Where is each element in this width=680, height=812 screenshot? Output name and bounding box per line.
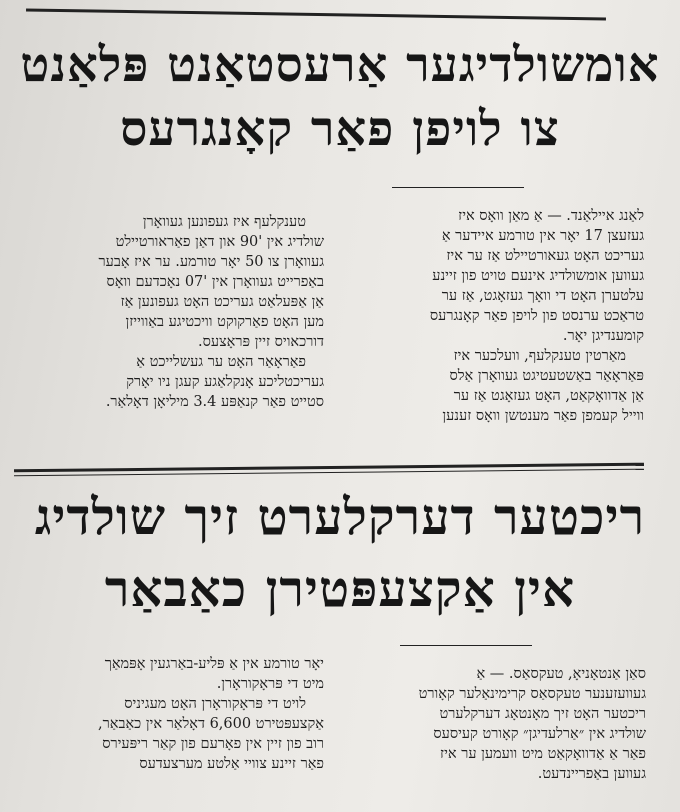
article2-headline-line2: אין אַקצעפּטירן כאַבאַר [104, 559, 576, 618]
article-line: פאַראָאַר האָט ער געשלייכט אַ [136, 354, 306, 370]
article-line: פאַר זיינע צוויי אַלטע מערצעדעס [139, 756, 324, 772]
article1-right-column [348, 206, 644, 426]
article-line: סטייט פאַר קנאַפּע 3.4 מיליאָן דאָלאַר. [105, 394, 324, 410]
article-line: באַפרייט געוואָרן אין '07 נאָכדעם וואָס [106, 274, 324, 290]
article-line: געריכט האָט געאורטיילט אַז ער איז [446, 248, 644, 264]
article-line: ווייל קעמפן פאַר מענטשן וואָס זענען [442, 408, 644, 424]
article-line: ריכטער האָט זיך מאָנטאָג דערקלערט [439, 706, 646, 722]
article-line: מאַרטין טענקלעף, וועלכער איז [453, 348, 626, 364]
article2-left-column [20, 654, 324, 774]
article-line: געוועזענער טעקסאַס קרימינאַלער קאָורט [418, 686, 646, 702]
article-line: געוואָרן צו 50 יאָר טורמע. ער איז אָבער [98, 254, 324, 270]
article-line: טענקלעף איז געפונען געוואָרן [142, 214, 306, 230]
article-line: פאַר אַ אַדוואָקאַט מיט וועמען ער איז [440, 746, 646, 762]
article-line: טראַכט ערנסט פון לויפן פאַר קאָנגרעס [429, 308, 644, 324]
article-line: דורכאויס זיין פּראָצעס. [198, 334, 324, 350]
article-line: קומענדיגן יאָר. [562, 328, 644, 344]
article-line: לויט די פּראָקוראָרן האָט מעגיניס [124, 696, 306, 712]
article-line: סאַן אַנטאָניאָ, טעקסאַס. — אַ [476, 666, 646, 682]
article1-left-column [22, 212, 324, 412]
article2-headline-line1: ריכטער דערקלערט זיך שולדיג [34, 487, 646, 546]
article2-right-column [350, 664, 646, 784]
article-line: לאַנג איילאַנד. — אַ מאַן וואָס איז [458, 208, 644, 224]
article-line: שולדיג אין ״אַרלעדיגן״ קאָורט קעיסעס [433, 726, 646, 742]
top-rule [26, 8, 606, 20]
article1-headline-line1: אומשולדיגער אַרעסטאַנט פּלאַנט [20, 37, 660, 93]
article-line: אַקצעפּטירט 6,600 דאָלאַר אין כאַבאַר, [98, 716, 324, 732]
section-divider-rule [14, 463, 644, 473]
article1-headline-line2: צו לויפן פאַר קאָנגרעס [120, 101, 560, 157]
article-line: רוב פון זיין אין פאָרעם פון קאַר ריפּעירס [102, 736, 324, 752]
article-line: געווען אומשולדיג אינעם טויט פון זיינע [432, 268, 644, 284]
article-line: עלטערן האָט די וואָך געזאָגט, אַז ער [441, 288, 644, 304]
article1-short-rule [392, 187, 524, 188]
article-line: אַן אַפּעלאַט געריכט האָט געפונען אַז [120, 294, 324, 310]
article-line: געווען באַפריינדעט. [537, 766, 646, 782]
article2-short-rule [400, 645, 532, 646]
article-line: פּאַראָאַר באַשטעטיגט געוואָרן אַלס [449, 368, 644, 384]
article-line: מיט די פּראָקוראָרן. [216, 676, 324, 692]
article-line: געריכטליכע אָנקלאַגע קעגן ניו יאָרק [126, 374, 324, 390]
article-line: געזעצן 17 יאָר אין טורמע איידער אַ [441, 228, 644, 244]
article-line: מען האָט פאַרקוקט וויכטיגע באַווייזן [125, 314, 324, 330]
article-line: יאָר טורמע אין אַ פּליע-באַרגעין אָפּמאַך [104, 656, 324, 672]
article-line: אַן אַדוואָקאַט, האָט געזאָגט אַז ער [453, 388, 644, 404]
article-line: שולדיג אין '90 און דאַן פאַראורטיילט [115, 234, 324, 250]
